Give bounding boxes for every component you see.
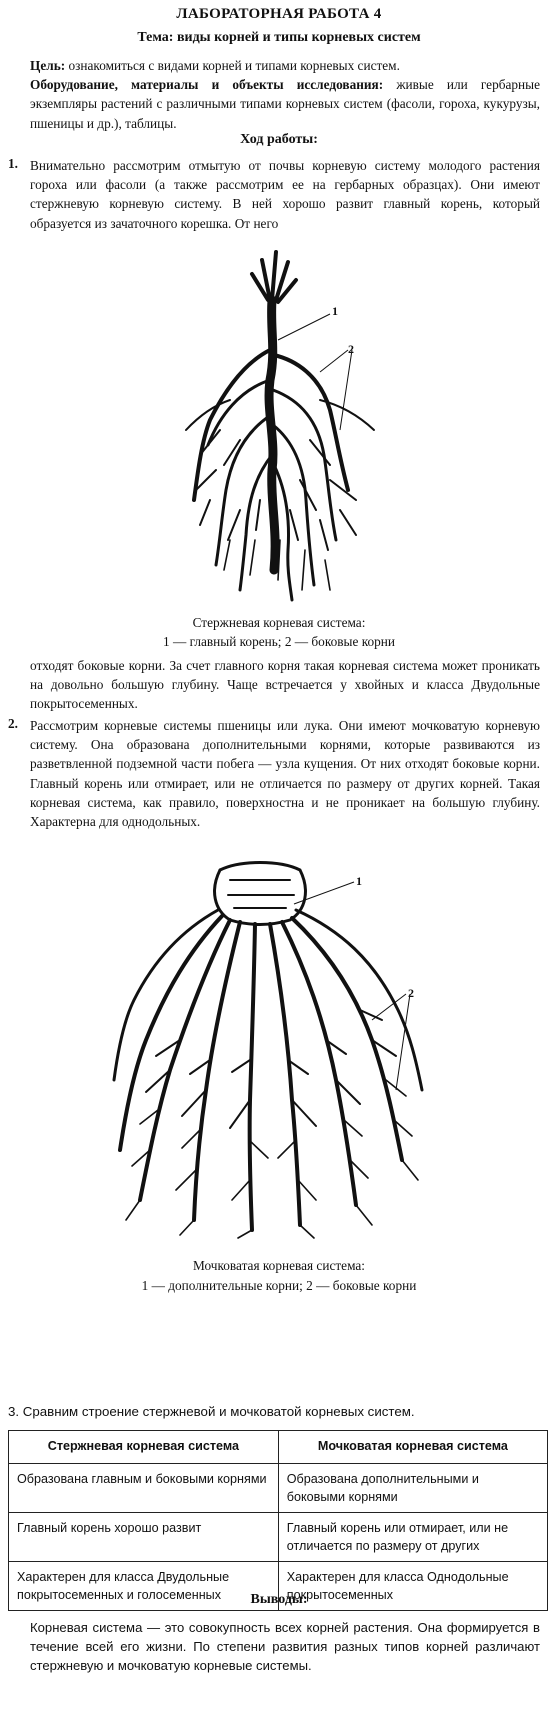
goal-label: Цель:	[30, 58, 66, 73]
table-cell: Образована дополнительными и боковыми корнями	[278, 1464, 547, 1513]
topic-line: Тема: виды корней и типы корневых систем	[137, 30, 421, 45]
taproot-caption-line2: 1 — главный корень; 2 — боковые корни	[162, 634, 396, 649]
fibrous-caption-line1: Мочковатая корневая система:	[193, 1258, 365, 1273]
conclusions-heading: Выводы:	[250, 1592, 308, 1607]
comparison-table	[8, 1430, 548, 1611]
taproot-illustration	[180, 240, 380, 610]
fibrous-caption-line2: 1 — дополнительные корни; 2 — боковые корни	[141, 1278, 417, 1293]
fibrous-label1-line	[294, 882, 354, 904]
fibrous-label-2: 2	[408, 986, 414, 1000]
taproot-label1-line	[278, 314, 330, 340]
table-header-row	[9, 1431, 548, 1464]
table-cell: Главный корень или отмирает, или не отличается по размеру от других	[278, 1513, 547, 1562]
table-cell: Характерен для класса Двудольные покрытосеменных и голосеменных	[9, 1562, 279, 1611]
equipment-text: живые или гербарные экземпляры растений с различными типами корневых систем (фасоли, гороха, кукурузы, пшеницы и др.), таблицы.	[30, 77, 540, 131]
table-header-taproot: Стержневая корневая система	[9, 1431, 279, 1464]
fibrous-root-illustration	[110, 860, 430, 1240]
taproot-label-1: 1	[332, 304, 338, 318]
step1-number: 1.	[8, 156, 18, 171]
taproot-drawing	[180, 240, 380, 610]
equipment-label: Оборудование, материалы и объекты исследования:	[30, 77, 384, 93]
table-cell: Главный корень хорошо развит	[9, 1513, 279, 1562]
page-title: ЛАБОРАТОРНАЯ РАБОТА 4	[176, 6, 382, 22]
goal-block	[30, 56, 540, 133]
step3-text: 3. Сравним строение стержневой и мочковатой корневых систем.	[8, 1404, 415, 1419]
table-cell: Характерен для класса Однодольные покрытосеменных	[278, 1562, 547, 1611]
conclusion-text: Корневая система — это совокупность всех корней растения. Она формируется в течение всей его жизни. По степени развития разных типов корней различают стержневую и мочковатую корневые системы.	[30, 1620, 540, 1674]
step1-text-after: отходят боковые корни. За счет главного корня такая корневая система может проникать на довольно большую глубину. Чаще встречается у хвойных и класса Двудольные покрытосеменных.	[30, 658, 540, 712]
procedure-heading: Ход работы:	[240, 132, 318, 147]
step1-text-before: Внимательно рассмотрим отмытую от почвы корневую систему молодого растения гороха или фасоли (а также рассмотрим ее на гербарных образцах). Они имеют стержневую корневую систему. В ней хорошо развит главный корень, который образуется из зачаточного корешка. От него	[30, 158, 540, 231]
taproot-label2-line-a	[320, 350, 348, 372]
fibrous-label-1: 1	[356, 874, 362, 888]
goal-text: ознакомиться с видами корней и типами корневых систем.	[65, 58, 400, 73]
taproot-caption-line1: Стержневая корневая система:	[192, 615, 366, 630]
taproot-label2-line-b	[340, 350, 352, 430]
fibrous-root-drawing	[110, 860, 430, 1240]
step2-number: 2.	[8, 716, 18, 731]
table-cell: Образована главным и боковыми корнями	[9, 1464, 279, 1513]
table-header-fibrous: Мочковатая корневая система	[278, 1431, 547, 1464]
table-row	[9, 1464, 548, 1513]
taproot-label-2: 2	[348, 342, 354, 356]
step2-text: Рассмотрим корневые системы пшеницы или лука. Они имеют мочковатую корневую систему. Она образована дополнительными корнями, которые развиваются из разветвленной подземной части побега — узла кущения. От них отходят боковые корни. Главный корень или отмирает, или не отличается по размеру от других корней. Такая корневая система, как правило, поверхностна и не проникает на большую глубину. Характерна для однодольных.	[30, 718, 540, 830]
table-row	[9, 1513, 548, 1562]
